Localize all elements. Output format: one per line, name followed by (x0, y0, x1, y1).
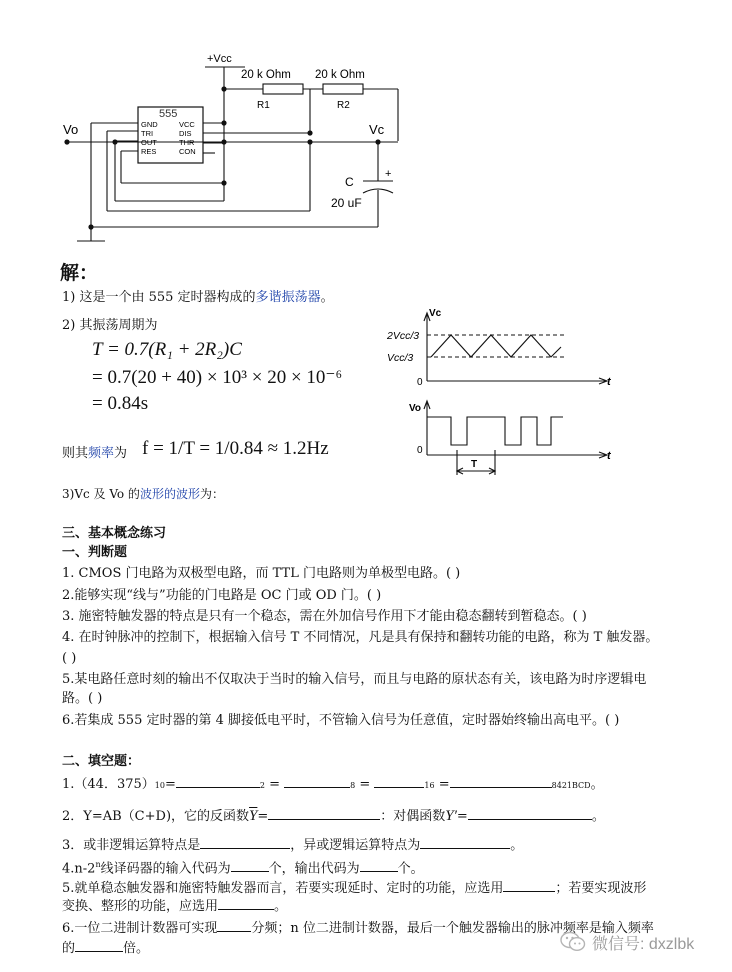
fill-item-3 (62, 835, 523, 855)
fill3-blank-xor[interactable] (420, 835, 510, 849)
fill1-eq-3: = (359, 777, 371, 792)
fill2-text: 2．Y=AB（C+D)，它的反函数 (62, 809, 250, 824)
item3-prefix: 3)Vc 及 Vo 的 (62, 487, 140, 501)
fill3-text: 3．或非逻辑运算特点是 (62, 838, 201, 853)
level-high-label: 2Vcc/3 (387, 330, 420, 342)
fill5-end: 。 (274, 899, 288, 914)
judge-item-4-paren: ( ) (62, 651, 77, 666)
vo-t-label: t (607, 450, 611, 462)
solution-item-2: 2) 其振荡周期为 (62, 318, 158, 333)
level-low-label: Vcc/3 (387, 352, 414, 364)
watermark-text: 微信号: dxzlbk (592, 935, 695, 953)
judge-item-5-cont: 路。( ) (62, 691, 103, 706)
fill4-sup: n (95, 860, 101, 869)
fill1-blank-hex[interactable] (374, 774, 424, 788)
fill2-yprime: Y′ (445, 808, 457, 824)
vc-t-label: t (607, 376, 611, 388)
fill1-blank-octal[interactable] (284, 774, 350, 788)
cap-plus: + (385, 168, 392, 180)
fill1-blank-binary[interactable] (176, 774, 260, 788)
vc-axis-label: Vc (429, 308, 442, 319)
circuit-diagram (55, 45, 415, 250)
period-formula-line2: = 0.7(20 + 40) × 10³ × 20 × 10⁻⁶ (92, 367, 343, 388)
fill1-eq-1: = (164, 777, 176, 792)
fill1-sub-2: 2 (259, 781, 265, 790)
vo-axis-label: Vo (409, 403, 422, 414)
fill-item-5-cont (62, 896, 287, 916)
judge-item-3: 3. 施密特触发器的特点是只有一个稳态，需在外加信号作用下才能由稳态翻转到暂稳态。( ) (62, 609, 587, 624)
fill4-text: 4.n-2 (62, 861, 96, 877)
fill2-end: 。 (591, 809, 605, 824)
fill4-blank-input[interactable] (231, 858, 269, 872)
wechat-icon (560, 931, 586, 953)
pin-gnd: GND (141, 120, 158, 129)
r2-resistor (323, 84, 363, 94)
pin-con: CON (179, 147, 196, 156)
fill6-blank-times[interactable] (75, 938, 123, 952)
pin-out: OUT (141, 138, 157, 147)
fill-item-2: 2．Y=AB（C+D)，它的反函数$\overline{Y}=$ ：对偶函数Y′= 。 (62, 808, 605, 824)
judge-item-5: 5.某电路任意时刻的输出不仅取决于当时的输入信号，而且与电路的原状态有关，该电路为时序逻辑电 (62, 672, 647, 687)
solution-item-3 (62, 485, 224, 503)
fill3-end: 。 (510, 838, 524, 853)
judge-item-4: 4. 在时钟脉冲的控制下，根据输入信号 T 不同情况，凡是具有保持和翻转功能的电路，称为 T 触发器。 (62, 630, 659, 645)
item1-term: 多谐振荡器 (255, 290, 321, 305)
fill5-text-c: 变换、整形的功能，应选用 (62, 899, 219, 914)
fill4-end: 个。 (397, 861, 424, 877)
fill5-blank-shape[interactable] (218, 896, 274, 910)
fill-item-6-cont (62, 938, 149, 958)
item1-prefix: 1) 这是一个由 555 定时器构成的 (62, 290, 256, 305)
fill6-text-c: 的 (62, 941, 76, 956)
vc-label: Vc (369, 122, 385, 137)
fill1-sub-10: 10 (154, 781, 165, 790)
fill6-text-b: 分频；n 位二进制计数器，最后一个触发器输出的脉冲频率是输入频率 (251, 921, 654, 936)
item1-suffix: 。 (320, 290, 334, 305)
part1-title: 一、判断题 (62, 545, 128, 560)
judge-item-2: 2.能够实现“线与”功能的门电路是 OC 门或 OD 门。( ) (62, 588, 382, 603)
waveform-diagram (385, 303, 617, 483)
cap-label: C (345, 175, 354, 189)
solution-item-1 (62, 289, 334, 307)
period-formula-line1: T = 0.7(R₁ + 2R₂)C (92, 339, 242, 360)
fill-item-5 (62, 878, 646, 898)
vo-square-wave (427, 417, 563, 445)
fill6-text: 6.一位二进制计数器可实现 (62, 921, 218, 936)
fill6-end: 倍。 (123, 941, 150, 956)
vo-label: Vo (63, 122, 79, 137)
fill3-blank-nor[interactable] (200, 835, 290, 849)
fill1-expr: 1.（44．375） (62, 777, 155, 792)
fill5-text-b: ；若要实现波形 (555, 881, 647, 896)
vo-zero-label: 0 (417, 445, 423, 456)
vc-triangle-wave (431, 335, 561, 357)
fill5-blank-delay[interactable] (503, 878, 555, 892)
fill4-text-b: 线译码器的输入代码为 (100, 861, 231, 877)
solution-heading: 解： (60, 262, 99, 284)
fill4-blank-output[interactable] (360, 858, 398, 872)
pin-dis: DIS (179, 129, 192, 138)
fill4-text-c: 个，输出代码为 (268, 861, 360, 877)
freq-prefix: 则其 (62, 446, 89, 461)
pin-vcc: VCC (179, 120, 195, 129)
section3-title: 三、基本概念练习 (62, 526, 167, 541)
fill5-text: 5.就单稳态触发器和施密特触发器而言，若要实现延时、定时的功能，应选用 (62, 881, 504, 896)
fill-item-1 (62, 774, 604, 795)
fill2-blank-inverse[interactable] (268, 806, 380, 820)
cap-value: 20 uF (331, 196, 362, 210)
r1-label: R1 (257, 100, 270, 111)
fill2-blank-dual[interactable] (468, 806, 592, 820)
vcc-label: +Vcc (207, 53, 232, 65)
period-formula-line3: = 0.84s (92, 393, 149, 414)
fill1-sub-16: 16 (424, 781, 435, 790)
judge-item-6: 6.若集成 555 定时器的第 4 脚接低电平时，不管输入信号为任意值，定时器始终输出高电平。( ) (62, 713, 620, 728)
frequency-text (62, 445, 127, 463)
watermark (560, 928, 694, 956)
r1-resistor (263, 84, 303, 94)
r2-value: 20 k Ohm (315, 69, 365, 81)
fill1-eq-2: = (269, 777, 280, 792)
fill2-text-b: ：对偶函数 (380, 809, 446, 824)
fill2-ybar: $\overline{Y}$ (249, 808, 258, 824)
fill1-eq-4: = (438, 777, 450, 792)
chip-label: 555 (159, 108, 178, 120)
pin-thr: THR (179, 138, 195, 147)
fill1-end: 。 (590, 777, 604, 792)
frequency-formula: f = 1/T = 1/0.84 ≈ 1.2Hz (142, 438, 329, 459)
pin-res: RES (141, 147, 157, 156)
r2-label: R2 (337, 100, 350, 111)
judge-item-1: 1. CMOS 门电路为双极型电路，而 TTL 门电路则为单极型电路。( ) (62, 566, 461, 581)
freq-term: 频率 (88, 446, 115, 461)
fill6-blank-divide[interactable] (217, 918, 251, 932)
fill1-sub-8: 8 (350, 781, 356, 790)
fill1-blank-bcd[interactable] (450, 774, 552, 788)
item3-term: 波形的波形 (139, 487, 200, 501)
fill1-sub-bcd: 8421BCD (551, 781, 591, 790)
fill-item-4 (62, 856, 424, 878)
freq-suffix: 为 (114, 446, 128, 461)
fill3-text-b: ，异或逻辑运算特点为 (290, 838, 421, 853)
r1-value: 20 k Ohm (241, 69, 291, 81)
part2-title: 二、填空题： (62, 754, 141, 769)
vc-zero-label: 0 (417, 377, 423, 388)
item3-suffix: 为： (199, 487, 224, 501)
pin-tri: TRI (141, 129, 154, 138)
period-label: T (471, 459, 478, 470)
